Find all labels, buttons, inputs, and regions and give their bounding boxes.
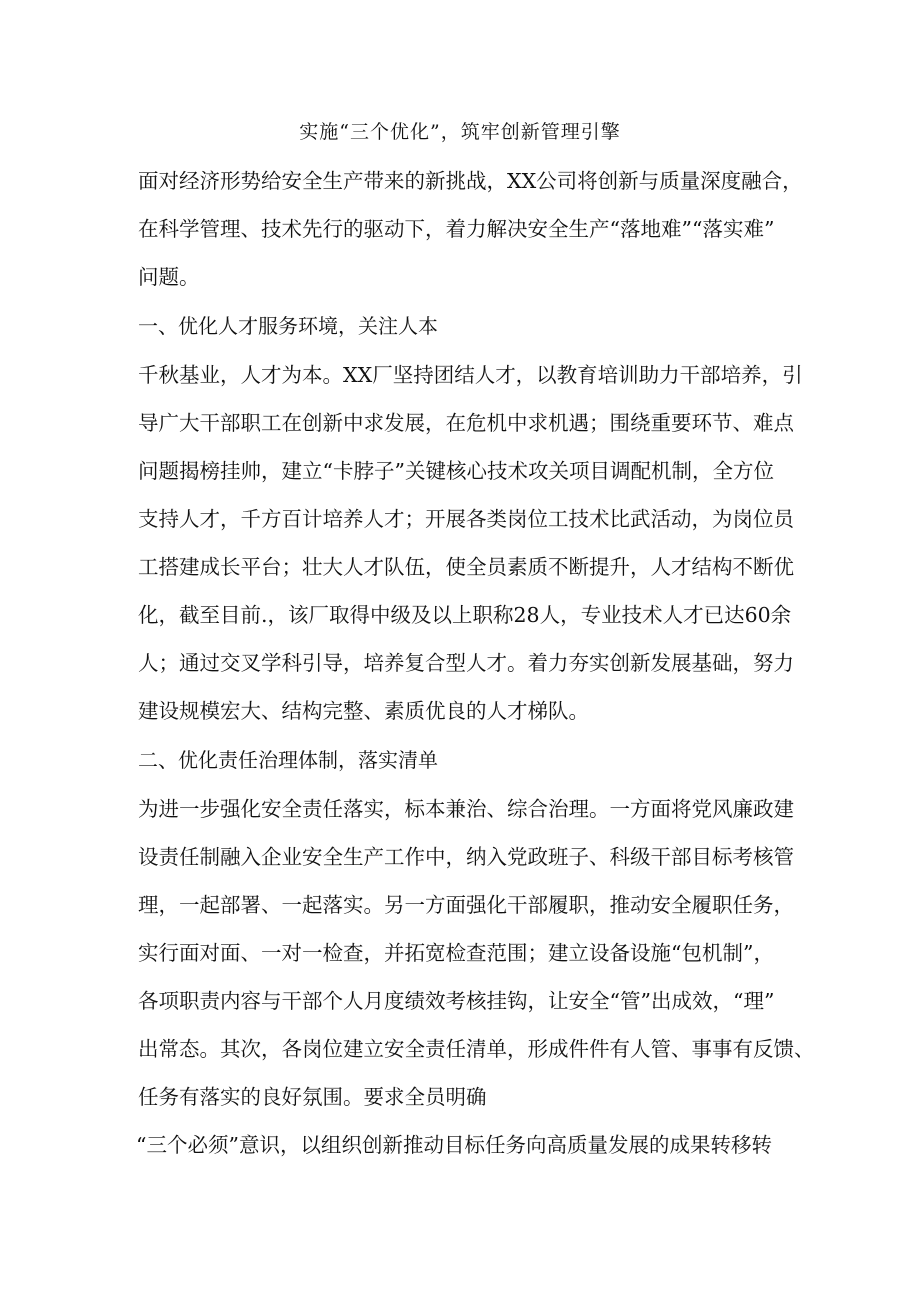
section-2-line: 各项职责内容与干部个人月度绩效考核挂钩，让安全“管”出成效，“理”	[138, 989, 775, 1013]
section-1-line: 建设规模宏大、结构完整、素质优良的人才梯队。	[138, 699, 589, 723]
intro-line: 面对经济形势给安全生产带来的新挑战，XX公司将创新与质量深度融合，	[138, 169, 803, 193]
intro-line: 问题。	[138, 265, 200, 289]
section-1-heading: 一、优化人才服务环境，关注人本	[138, 314, 438, 338]
section-1-line: 问题揭榜挂帅，建立“卡脖子”关键核心技术攻关项目调配机制，全方位	[138, 459, 774, 483]
section-2-line: 出常态。其次，各岗位建立安全责任清单，形成件件有人管、事事有反馈、	[138, 1037, 815, 1061]
intro-line: 在科学管理、技术先行的驱动下，着力解决安全生产“落地难”“落实难”	[138, 217, 775, 241]
section-2-heading: 二、优化责任治理体制，落实清单	[138, 748, 438, 772]
section-2-line: 实行面对面、一对一检查，并拓宽检查范围；建立设备设施“包机制”，	[138, 941, 774, 965]
section-2-line: 为进一步强化安全责任落实，标本兼治、综合治理。一方面将党风廉政建	[138, 797, 794, 821]
section-1-line: 人；通过交叉学科引导，培养复合型人才。着力夯实创新发展基础，努力	[138, 651, 794, 675]
section-2-line: 设责任制融入企业安全生产工作中，纳入党政班子、科级干部目标考核管	[138, 845, 794, 869]
section-2-line: 任务有落实的良好氛围。要求全员明确	[138, 1085, 487, 1109]
section-1-line: 千秋基业，人才为本。XX厂坚持团结人才，以教育培训助力干部培养，引	[138, 363, 803, 387]
section-1-line: 化，截至目前.，该厂取得中级及以上职称28人，专业技术人才已达60余	[138, 603, 792, 627]
section-1-line: 导广大干部职工在创新中求发展，在危机中求机遇；围绕重要环节、难点	[138, 411, 794, 435]
section-2-line: “三个必须”意识，以组织创新推动目标任务向高质量发展的成果转移转	[136, 1133, 772, 1157]
section-1-line: 支持人才，千方百计培养人才；开展各类岗位工技术比武活动，为岗位员	[138, 507, 794, 531]
section-2-line: 理，一起部署、一起落实。另一方面强化干部履职，推动安全履职任务，	[138, 893, 794, 917]
section-1-line: 工搭建成长平台；壮大人才队伍，使全员素质不断提升，人才结构不断优	[138, 555, 794, 579]
document-title: 实施“三个优化”，筑牢创新管理引擎	[299, 121, 621, 143]
